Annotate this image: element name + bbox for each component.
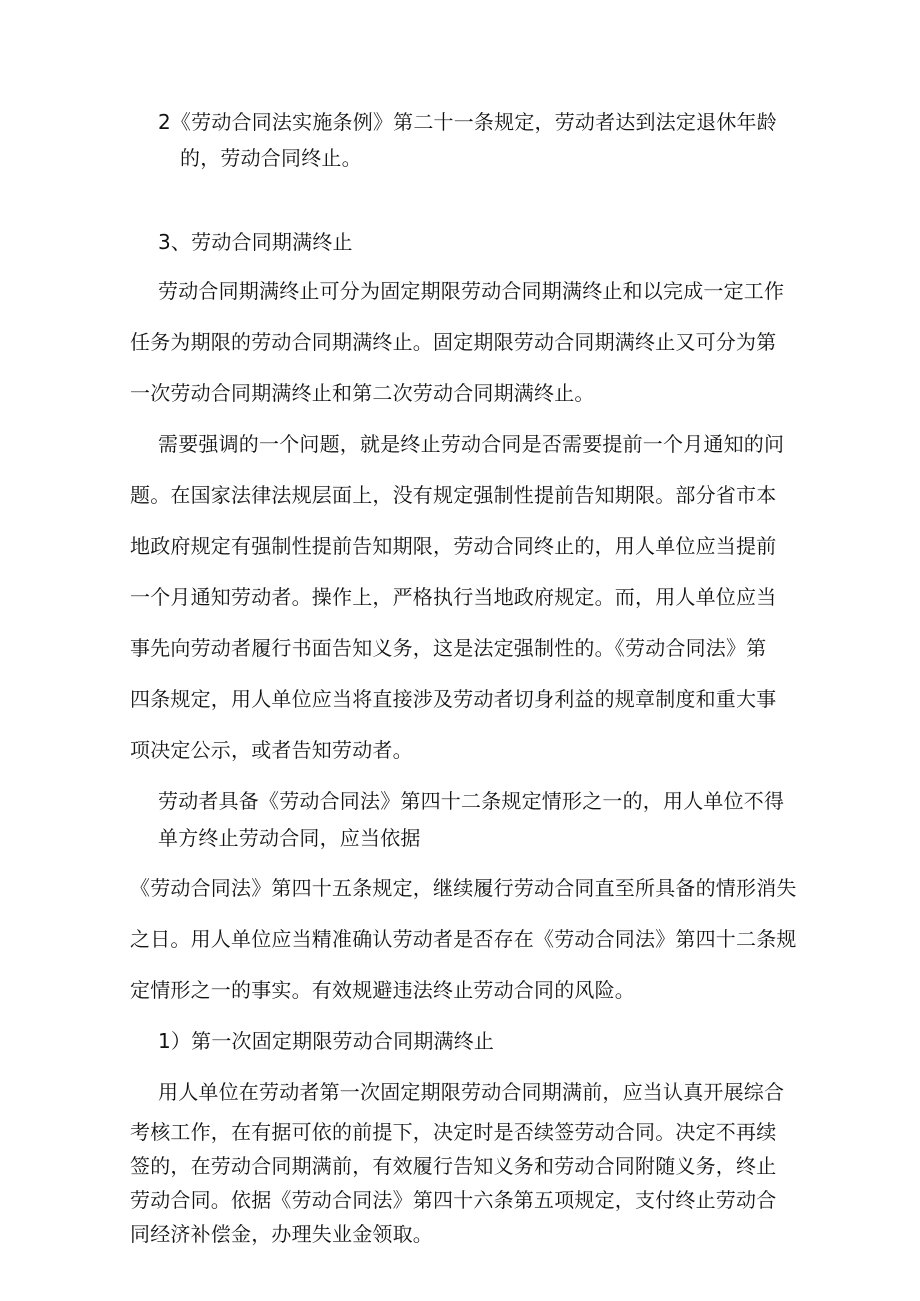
para4-line-2: 考核工作，在有据可依的前提下，决定时是否续签劳动合同。决定不再续 [130,1120,777,1144]
para4-line-4: 劳动合同。依据《劳动合同法》第四十六条第五项规定，支付终止劳动合 [130,1188,777,1212]
para1-line-3: 一次劳动合同期满终止和第二次劳动合同期满终止。 [130,381,595,405]
para1-line-2: 任务为期限的劳动合同期满终止。固定期限劳动合同期满终止又可分为第 [130,330,777,354]
para2-line-4: 一个月通知劳动者。操作上，严格执行当地政府规定。而，用人单位应当 [130,585,777,609]
para2-line-3: 地政府规定有强制性提前告知期限，劳动合同终止的，用人单位应当提前 [130,534,777,558]
subsection-1-heading: 1）第一次固定期限劳动合同期满终止 [158,1029,495,1053]
para4-line-3: 签的，在劳动合同期满前，有效履行告知义务和劳动合同附随义务，终止 [130,1154,777,1178]
para4-line-1: 用人单位在劳动者第一次固定期限劳动合同期满前，应当认真开展综合 [158,1080,785,1104]
para3-line-4: 之日。用人单位应当精准确认劳动者是否存在《劳动合同法》第四十二条规 [130,927,797,951]
para4-line-5: 同经济补偿金，办理失业金领取。 [130,1222,433,1246]
para2-line-7: 项决定公示，或者告知劳动者。 [130,738,413,762]
para3-line-5: 定情形之一的事实。有效规避违法终止劳动合同的风险。 [130,978,635,1002]
item2-line-1: 2《劳动合同法实施条例》第二十一条规定，劳动者达到法定退休年龄 [158,110,777,134]
para3-line-1: 劳动者具备《劳动合同法》第四十二条规定情形之一的，用人单位不得 [158,789,785,813]
para2-line-2: 题。在国家法律法规层面上，没有规定强制性提前告知期限。部分省市本 [130,483,777,507]
para3-line-3: 《劳动合同法》第四十五条规定，继续履行劳动合同直至所具备的情形消失 [130,876,797,900]
item2-line-2: 的，劳动合同终止。 [180,146,362,170]
para2-line-1: 需要强调的一个问题，就是终止劳动合同是否需要提前一个月通知的问 [158,432,785,456]
section-3-heading: 3、劳动合同期满终止 [158,230,353,254]
para2-line-6: 四条规定，用人单位应当将直接涉及劳动者切身利益的规章制度和重大事 [130,687,777,711]
para3-line-2: 单方终止劳动合同，应当依据 [158,826,421,850]
para1-line-1: 劳动合同期满终止可分为固定期限劳动合同期满终止和以完成一定工作 [158,279,785,303]
para2-line-5: 事先向劳动者履行书面告知义务，这是法定强制性的。《劳动合同法》第 [130,636,767,660]
